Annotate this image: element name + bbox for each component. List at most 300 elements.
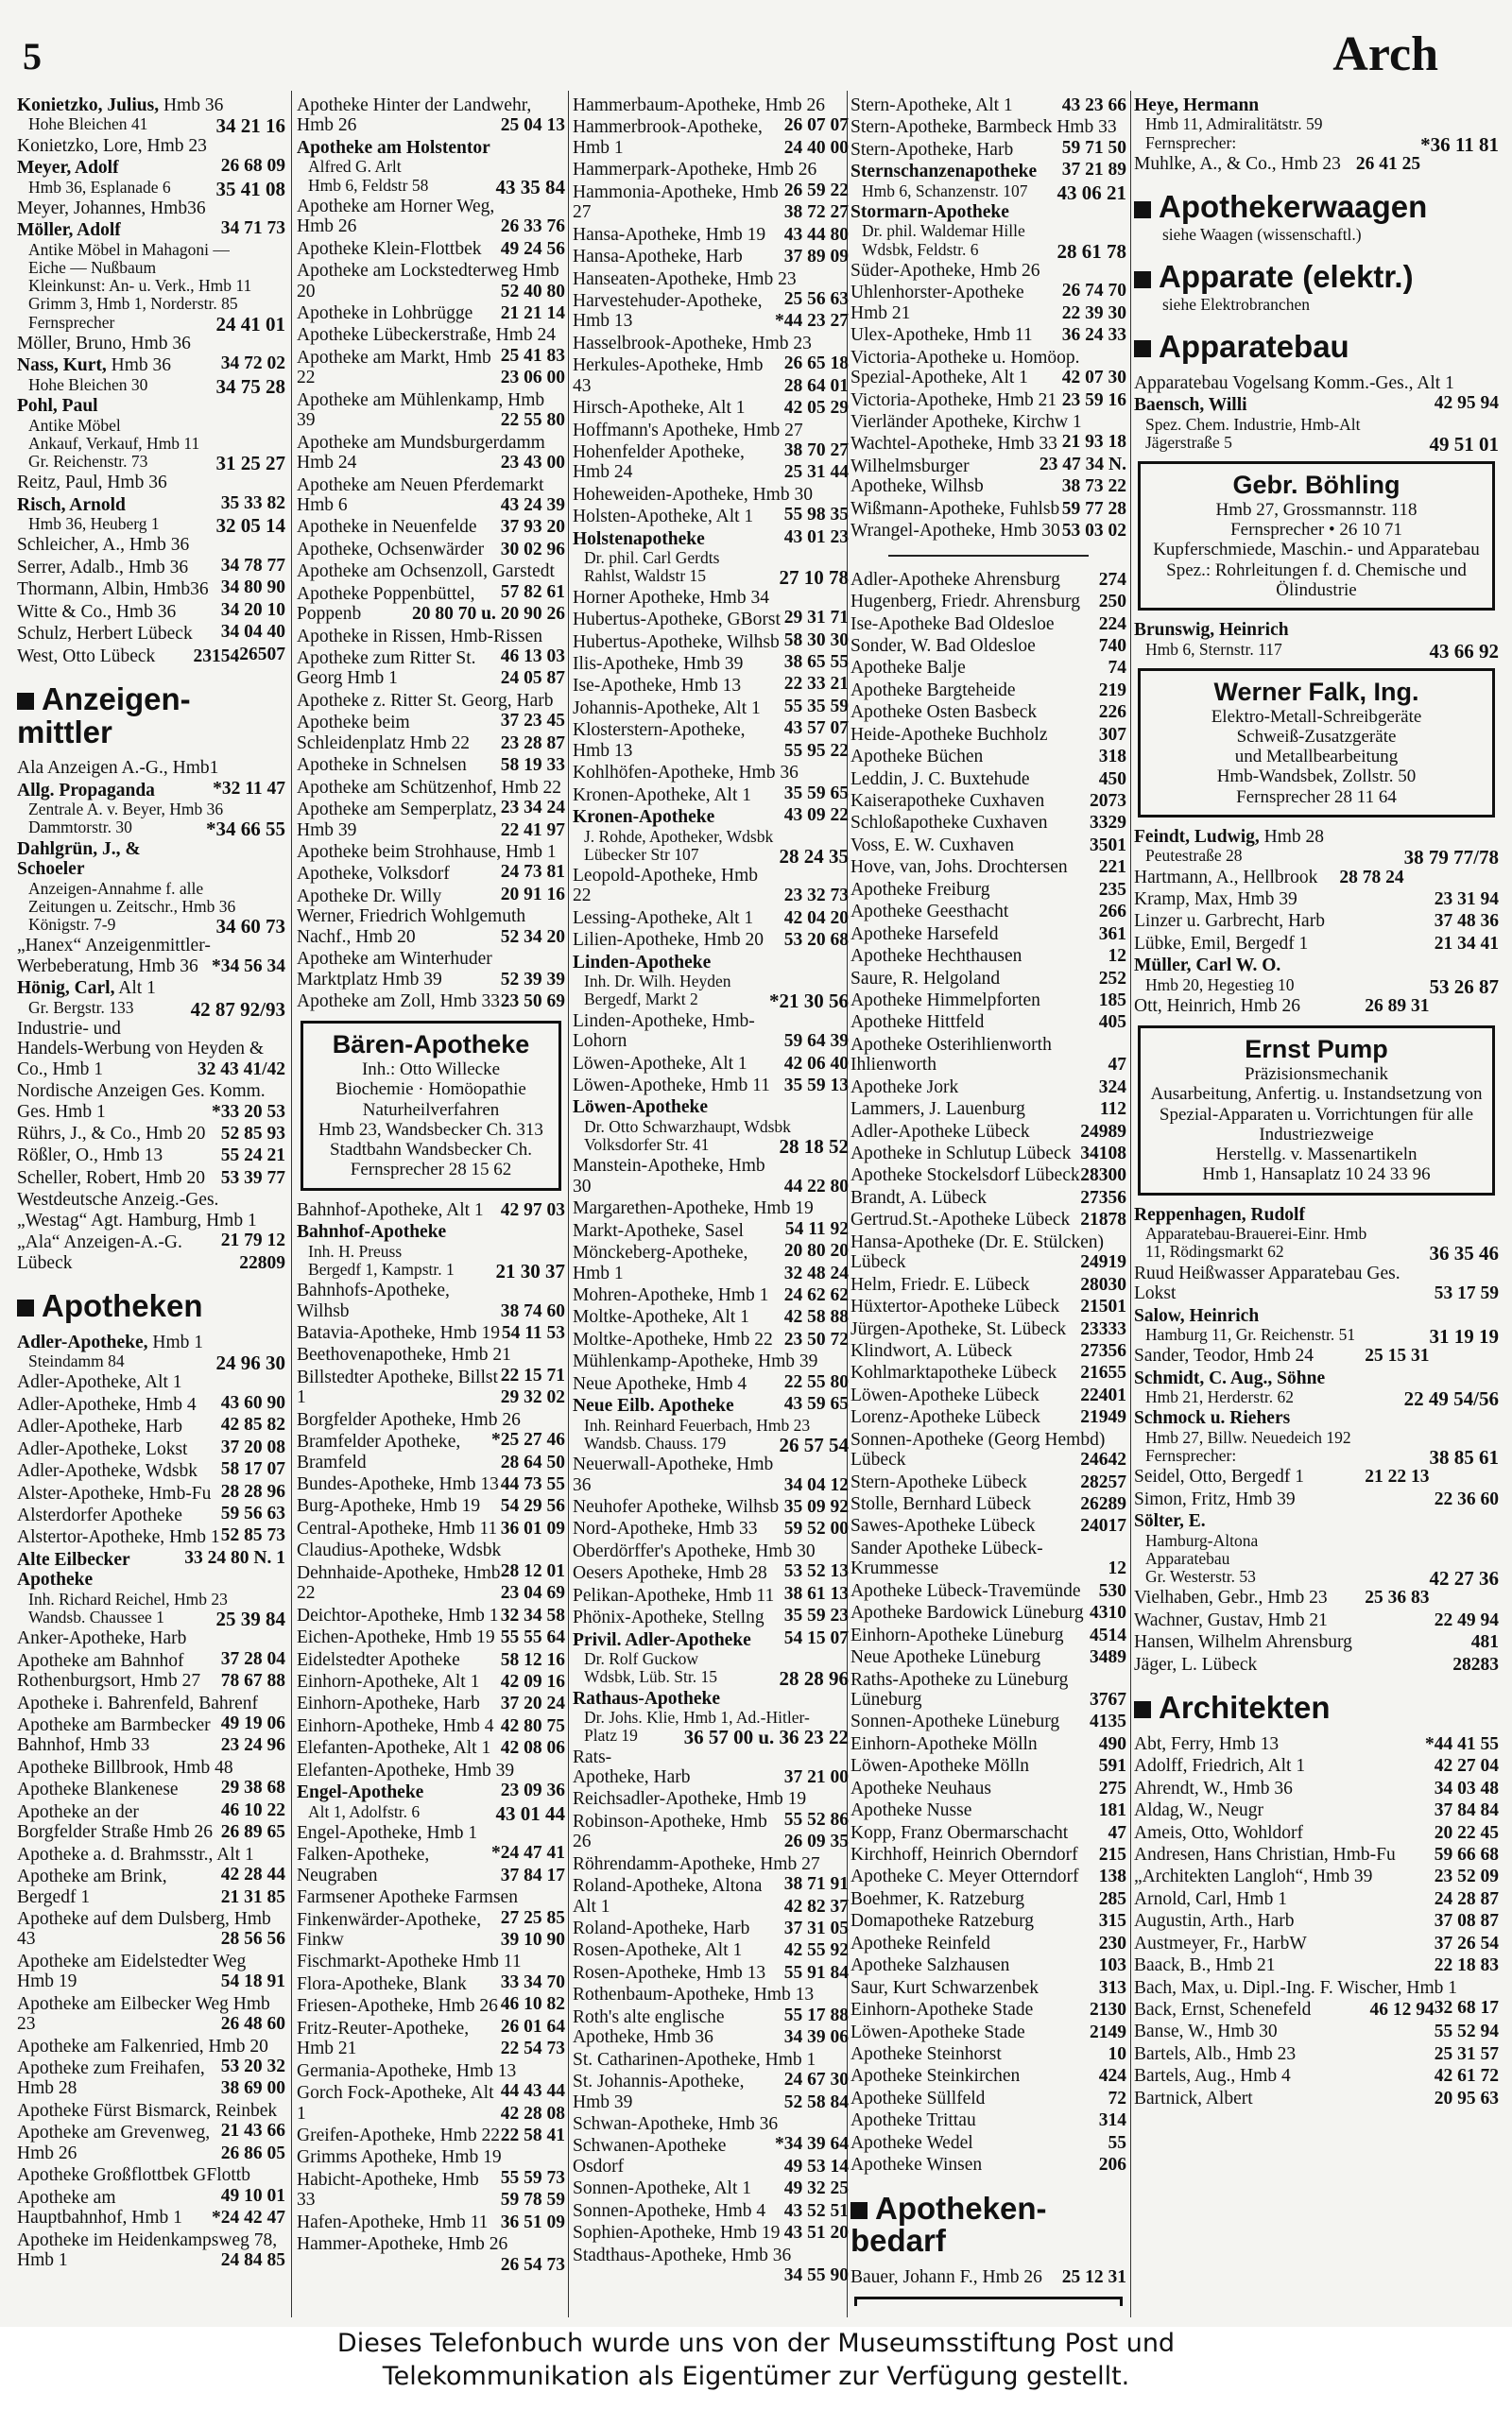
directory-entry: [850, 680, 1126, 700]
section-heading: [17, 683, 285, 749]
entry-line: [17, 1124, 285, 1144]
entry-text: [297, 1761, 514, 1781]
entry-phone: 55: [1108, 2132, 1126, 2153]
directory-entry: [17, 1145, 285, 1165]
entry-line: [850, 946, 1126, 966]
entry-phone: 23 24 96: [220, 1735, 285, 1756]
entry-text: [573, 1285, 768, 1305]
entry-phone: 53 03 02: [1061, 521, 1126, 542]
directory-entry: [573, 2201, 849, 2221]
entry-text: [17, 1124, 205, 1144]
entry-line: [1134, 1889, 1499, 1909]
column-4: [850, 95, 1126, 2306]
entry-address: Abt, Ferry, Hmb 13: [1134, 1733, 1280, 1754]
entry-text: [1134, 889, 1297, 909]
entry-line: [17, 978, 285, 998]
entry-phone: 28 64 01: [783, 375, 849, 396]
entry-address: West, Otto Lübeck: [17, 646, 156, 666]
directory-entry: [297, 475, 565, 516]
entry-address: Apotheke zum Ritter St. Georg Hmb 1: [297, 648, 476, 689]
entry-line: [573, 1054, 849, 1074]
entry-text: [297, 1432, 460, 1472]
directory-entry: [297, 2212, 565, 2232]
entry-line: [573, 2178, 849, 2198]
entry-address: Schulz, Herbert Lübeck: [17, 624, 193, 645]
entry-phone: 314: [1098, 2110, 1126, 2131]
entry-text: [573, 807, 714, 827]
directory-entry: [17, 1844, 285, 1885]
entry-text: [850, 902, 1008, 921]
entry-text: [297, 627, 542, 646]
directory-entry: [850, 390, 1126, 410]
entry-address: Uhlenhorster-Apotheke Hmb 21: [850, 283, 1024, 323]
directory-entry: [573, 95, 849, 136]
entry-address: Baack, B., Hmb 21: [1134, 1955, 1276, 1976]
entry-subline-text: Wdsbk, Lüb. Str. 15: [584, 1667, 717, 1687]
entry-line: [573, 160, 849, 200]
directory-entry: [850, 1603, 1126, 1623]
entry-text: [17, 2058, 205, 2098]
directory-entry: [850, 1077, 1126, 1097]
entry-name: Salow, Heinrich: [1134, 1305, 1260, 1326]
directory-entry: [297, 2126, 565, 2145]
entry-address: Seidel, Otto, Bergedf 1: [1134, 1467, 1304, 1488]
entry-line: [573, 2049, 849, 2091]
entry-name: Apotheke am Holstentor: [297, 137, 490, 158]
entry-line: [1134, 1955, 1499, 1975]
entry-text: [17, 473, 167, 492]
entry-address: Lorenz-Apotheke Lübeck: [850, 1407, 1040, 1428]
entry-text: [1134, 1889, 1287, 1909]
directory-entry: [573, 268, 849, 309]
entry-address: Herkules-Apotheke, Hmb 43: [573, 355, 764, 396]
section-divider: [888, 555, 1089, 557]
entry-line: [850, 1297, 1126, 1317]
entry-address: Apotheke am Schützenhof, Hmb 22: [297, 777, 561, 798]
entry-name: Feindt, Ludwig,: [1134, 826, 1260, 847]
entry-phone: 54 11 92: [784, 1218, 849, 1239]
entry-line: [297, 261, 565, 301]
directory-entry: [850, 813, 1126, 833]
entry-line: [1134, 1511, 1499, 1531]
directory-entry: [17, 1332, 285, 1375]
entry-name: Baensch, Willi: [1134, 395, 1247, 416]
entry-address: Ruud Heißwasser Apparatebau Ges. Lokst: [1134, 1263, 1400, 1304]
entry-line: [850, 1472, 1126, 1492]
entry-line: [850, 1800, 1126, 1820]
entry-line: [1134, 1346, 1499, 1366]
entry-text: [1134, 1955, 1275, 1975]
entry-address: Linzer u. Garbrecht, Harb: [1134, 911, 1325, 932]
entry-address: Alster-Apotheke, Hmb-Fu: [17, 1483, 212, 1504]
entry-phone: 24642: [1080, 1450, 1126, 1471]
entry-address: Saur, Kurt Schwarzenbek: [850, 1977, 1040, 1998]
directory-entry: [573, 1747, 849, 1788]
entry-text: [17, 1190, 257, 1230]
entry-line: [1134, 1911, 1499, 1931]
entry-text: [573, 2223, 780, 2243]
entry-text: [850, 1275, 1030, 1295]
entry-phone: 42 28 08: [500, 2103, 565, 2124]
entry-phone: 22 39 30: [1061, 302, 1126, 323]
entry-phone: 22 58 41: [500, 2125, 565, 2145]
entry-text: [17, 781, 155, 800]
entry-phone: 74: [1108, 658, 1126, 679]
entry-text: [573, 698, 761, 718]
entry-text: [297, 1368, 498, 1407]
directory-entry: [850, 1800, 1126, 1820]
entry-address: Grimms Apotheke, Hmb 19: [297, 2147, 502, 2168]
entry-line: [573, 420, 849, 460]
entry-text: [850, 1734, 1038, 1754]
entry-text: [850, 2133, 973, 2153]
directory-entry: [850, 1210, 1126, 1230]
directory-entry: [297, 1716, 565, 1736]
directory-entry: [850, 202, 1126, 263]
entry-address: Apotheke Winsen: [850, 2155, 983, 2176]
entry-phone: 42 07 30: [1061, 368, 1126, 388]
entry-subline-text: Lübecker Str 107: [584, 844, 699, 864]
entry-address: Apotheke am Eilbecker Weg Hmb 23: [17, 1993, 270, 2035]
entry-text: [297, 1887, 518, 1907]
entry-line: [850, 1867, 1126, 1886]
entry-phone: 38 69 00: [220, 2078, 285, 2099]
entry-phone: 52 58 84: [783, 2092, 849, 2112]
entry-phone: 42 55 92: [783, 1940, 849, 1961]
entry-text: [573, 485, 813, 505]
entry-line: [297, 991, 565, 1011]
entry-address: Bartels, Aug., Hmb 4: [1134, 2066, 1291, 2087]
directory-entry: [850, 791, 1126, 811]
entry-subline: [1134, 1242, 1499, 1265]
directory-entry: [850, 1341, 1126, 1361]
entry-line: [850, 990, 1126, 1010]
directory-entry: [850, 1889, 1126, 1909]
entry-text: [17, 1715, 211, 1755]
entry-address: Hohenfelder Apotheke, Hmb 24: [573, 442, 745, 483]
entry-text: [1134, 2000, 1311, 2020]
entry-address: Apotheke z. Ritter St. Georg, Harb: [297, 690, 554, 711]
entry-address: Apotheke am Barmbecker Bahnhof, Hmb 33: [17, 1715, 211, 1756]
entry-phone: 28 64 50: [500, 1452, 565, 1472]
entry-phone: 38 61 13: [783, 1583, 849, 1604]
entry-phone: 36 01 09: [500, 1518, 565, 1539]
directory-entry: [17, 2165, 285, 2206]
entry-text: [297, 778, 561, 798]
entry-address: Sonnen-Apotheke, Hmb 4: [573, 2200, 766, 2221]
entry-text: [850, 725, 1047, 745]
entry-phone: 34 60 73: [215, 915, 285, 938]
directory-entry: [297, 1738, 565, 1758]
entry-subline-text: Bergedf 1, Kampstr. 1: [308, 1259, 455, 1279]
entry-line: [297, 1672, 565, 1692]
entry-line: [573, 908, 849, 928]
entry-phone: 55 52 86: [783, 1809, 849, 1830]
entry-line: [297, 1541, 565, 1581]
directory-entry: [850, 969, 1126, 989]
entry-address: Apotheke Blankenese: [17, 1780, 179, 1800]
entry-phone: 138: [1098, 1867, 1126, 1887]
entry-line: [850, 499, 1126, 519]
section-title: Apotheken: [42, 1288, 203, 1324]
entry-line: [850, 1210, 1126, 1230]
entry-subline-text: Hmb 6, Feldstr 58: [308, 175, 429, 195]
entry-text: [573, 1011, 755, 1051]
directory-entry: [1134, 95, 1499, 156]
entry-text: [573, 1876, 762, 1916]
entry-address: Serrer, Adalb., Hmb 36: [17, 557, 189, 577]
entry-address: Falken-Apotheke, Neugraben: [297, 1845, 430, 1885]
directory-entry: [1134, 2066, 1499, 2086]
entry-line: [17, 1628, 285, 1669]
directory-entry: [1134, 889, 1499, 909]
directory-entry: [297, 1541, 565, 1581]
entry-address: Adler-Apotheke, Harb: [17, 1417, 183, 1437]
entry-address: Johannis-Apotheke, Alt 1: [573, 697, 761, 718]
entry-line: [1134, 955, 1499, 975]
entry-text: [1134, 868, 1317, 887]
entry-phone: 38 73 22: [1061, 476, 1126, 497]
entry-phone: 57 82 61: [500, 581, 565, 602]
entry-address: Neuerwall-Apotheke, Hmb 36: [573, 1455, 774, 1495]
entry-phone: 26507: [239, 644, 285, 664]
entry-subline: [17, 997, 285, 1021]
entry-text: [297, 2212, 488, 2232]
entry-text: [850, 769, 1030, 789]
entry-phone: 59 77 28: [1061, 498, 1126, 519]
entry-address: Alsterdorfer Apotheke: [17, 1506, 182, 1526]
entry-address: Greifen-Apotheke, Hmb 22: [297, 2125, 500, 2145]
entry-address: Apotheke Reinfeld: [850, 1933, 990, 1954]
entry-line: [850, 592, 1126, 611]
entry-text: [1134, 955, 1280, 975]
entry-phone: 36 24 33: [1061, 325, 1126, 346]
entry-phone: 22 33 21: [783, 674, 849, 695]
section-heading: [17, 1290, 285, 1323]
entry-name: Löwen-Apotheke: [573, 1097, 709, 1118]
entry-address: Rats-Apotheke, Harb: [573, 1747, 691, 1787]
entry-line: [1134, 2044, 1499, 2064]
entry-address: Hoheweiden-Apotheke, Hmb 30: [573, 484, 813, 505]
entry-address: Roland-Apotheke, Altona Alt 1: [573, 1876, 763, 1917]
entry-line: [17, 2165, 285, 2206]
entry-phone: 215: [1098, 1845, 1126, 1865]
entry-text: [17, 602, 176, 622]
entry-line: [850, 636, 1126, 656]
entry-phone: 31 25 27: [215, 452, 285, 474]
entry-address: Sonnen-Apotheke Lüneburg: [850, 1712, 1060, 1732]
entry-text: [850, 702, 1037, 722]
entry-phone: 59 71 50: [1061, 137, 1126, 158]
entry-line: [850, 1188, 1126, 1208]
entry-phone: 24 62 62: [783, 1285, 849, 1305]
entry-text: [1134, 373, 1454, 393]
entry-name: Linden-Apotheke: [573, 952, 712, 973]
entry-address: Gorch Fock-Apotheke, Alt 1: [297, 2083, 494, 2124]
entry-line: [850, 1845, 1126, 1865]
entry-subline-text: Zentrale A. v. Beyer, Hmb 36: [28, 800, 224, 819]
entry-line: [850, 1734, 1126, 1754]
directory-entry: [850, 1319, 1126, 1339]
entry-address: Muhlke, A., & Co., Hmb 23: [1134, 153, 1341, 174]
directory-entry: [850, 902, 1126, 921]
directory-entry: [850, 1845, 1126, 1865]
entry-address: Apotheke Jork: [850, 1076, 959, 1097]
entry-address: Apotheke Steinhorst: [850, 2043, 1002, 2064]
entry-line: [573, 1985, 849, 2025]
entry-address: Ise-Apotheke, Hmb 13: [573, 676, 742, 697]
entry-phone: 28 18 52: [779, 1135, 849, 1159]
entry-line: [297, 2060, 565, 2102]
entry-phone: 313: [1098, 1977, 1126, 1998]
entry-text: [850, 636, 1036, 656]
entry-address: Adler-Apotheke, Lokst: [17, 1438, 188, 1459]
entry-phone: 44 73 55: [500, 1474, 565, 1495]
entry-text: [297, 1974, 467, 1994]
entry-line: [850, 1823, 1126, 1843]
entry-address: Wrangel-Apotheke, Hmb 30: [850, 521, 1060, 542]
entry-text: [573, 1455, 773, 1494]
entry-text: [297, 1694, 480, 1713]
directory-entry: [850, 1779, 1126, 1799]
entry-text: [573, 1076, 770, 1095]
entry-phone: 52 34 20: [500, 926, 565, 947]
entry-address: Ise-Apotheke Bad Oldesloe: [850, 613, 1055, 634]
entry-text: [297, 1563, 501, 1603]
entry-address: Klindwort, A. Lübeck: [850, 1340, 1013, 1361]
page-title: Arch: [1332, 27, 1438, 81]
entry-address: Domapotheke Ratzeburg: [850, 1911, 1035, 1932]
entry-address: „Hanex“ Anzeigenmittler-Werbeberatung, Hmb 36: [17, 936, 211, 976]
directory-entry: [1134, 955, 1499, 998]
entry-address: Kramp, Max, Hmb 39: [1134, 889, 1297, 910]
entry-address: Simon, Fritz, Hmb 39: [1134, 1489, 1296, 1509]
entry-name: Konietzko, Julius,: [17, 95, 160, 115]
entry-text: [573, 269, 797, 289]
entry-text: [1134, 2089, 1253, 2109]
entry-line: [850, 1889, 1126, 1909]
directory-entry: [297, 1474, 565, 1494]
entry-phone: 29 32 02: [500, 1387, 565, 1408]
entry-address: Kaiserapotheke Cuxhaven: [850, 791, 1045, 811]
directory-entry: [850, 1188, 1126, 1208]
entry-subline-text: Steindamm 84: [28, 1351, 125, 1371]
entry-address: Adler-Apotheke Ahrensburg: [850, 569, 1060, 590]
entry-text: [297, 1782, 423, 1802]
entry-text: [573, 1812, 767, 1851]
entry-phone: 21878: [1080, 1210, 1126, 1231]
entry-subline-text: Dr. Johs. Klie, Hmb 1, Ad.-Hitler-: [584, 1708, 810, 1727]
entry-text: [573, 529, 705, 549]
entry-phone: 37 93 20: [500, 517, 565, 538]
directory-entry: [850, 725, 1126, 745]
entry-text: [850, 813, 1048, 833]
directory-entry: [573, 1455, 849, 1495]
entry-text: [297, 887, 525, 947]
directory-entry: [17, 2100, 285, 2142]
directory-entry: [297, 1822, 565, 1864]
ad-line: Spez.: Rohrleitungen f. d. Chemische und Ölindustrie: [1166, 559, 1467, 600]
entry-address: Horner Apotheke, Hmb 34: [573, 587, 769, 608]
entry-line: [850, 1756, 1126, 1776]
entry-subline: [573, 1118, 849, 1136]
entry-phone: 27356: [1080, 1340, 1126, 1361]
entry-text: [1134, 2044, 1296, 2064]
entry-text: [850, 2044, 1002, 2064]
entry-address: Apotheke am Ochsenzoll, Garstedt: [297, 561, 555, 582]
entry-address: Apotheke Osten Basbeck: [850, 702, 1038, 723]
entry-phone: *34 39 64: [775, 2134, 849, 2155]
entry-text: [850, 521, 1060, 541]
entry-address: Vierländer Apotheke, Kirchw 1: [850, 412, 1082, 432]
directory-entry: [573, 1853, 849, 1895]
entry-address: Kopp, Franz Obermarschacht: [850, 1822, 1069, 1843]
entry-address: Apotheke Großflottbek GFlottb: [17, 2165, 250, 2186]
entry-subline: [573, 1135, 849, 1159]
entry-subline: [17, 800, 285, 818]
entry-text: [850, 2155, 982, 2175]
entry-line: [573, 1307, 849, 1327]
entry-text: [850, 592, 1080, 611]
entry-phone: 591: [1098, 1756, 1126, 1777]
entry-line: [573, 247, 849, 267]
section-title: Architekten: [1159, 1690, 1331, 1726]
entry-name: Stormarn-Apotheke: [850, 202, 1009, 222]
entry-text: [297, 1845, 429, 1885]
entry-phone: 39 10 90: [500, 1930, 565, 1951]
entry-text: [850, 2110, 976, 2130]
entry-address: Apotheke in Neuenfelde: [297, 517, 477, 538]
entry-text: [850, 1165, 1080, 1185]
entry-phone: 35 59 13: [783, 1076, 849, 1095]
entry-phone: 59 64 39: [783, 1031, 849, 1052]
entry-address: Stern-Apotheke, Alt 1: [850, 95, 1013, 115]
directory-entry: [850, 1012, 1126, 1032]
entry-address: Apotheke Steinkirchen: [850, 2066, 1021, 2087]
ad-line: Präzisionsmechanik: [1245, 1064, 1388, 1085]
entry-phone: 55 52 94: [1434, 2022, 1499, 2042]
entry-phone: 31 19 19: [1429, 1324, 1499, 1348]
entry-phone: 26 41 25: [1355, 153, 1421, 174]
entry-text: [1134, 1911, 1295, 1931]
entry-phone: 46 12 94: [1369, 2000, 1435, 2020]
entry-phone: 28 24 35: [779, 844, 849, 868]
directory-entry: [297, 137, 565, 198]
entry-text: [17, 936, 211, 975]
ad-title: Ernst Pump: [1245, 1035, 1388, 1064]
column-5: [1134, 95, 1499, 2306]
entry-subline-text: Spez. Chem. Industrie, Hmb-Alt: [1145, 414, 1361, 434]
entry-phone: 38 71 91: [783, 1874, 849, 1895]
directory-entry: [297, 2060, 565, 2102]
entry-line: [573, 1519, 849, 1539]
entry-address: Hansen, Wilhelm Ahrensburg: [1134, 1632, 1352, 1653]
entry-phone: 34 03 48: [1434, 1778, 1499, 1799]
entry-phone: 23 04 69: [500, 1583, 565, 1604]
directory-entry: [573, 225, 849, 245]
entry-text: [297, 1410, 521, 1430]
directory-entry: [1134, 2022, 1499, 2041]
entry-text: [17, 1651, 200, 1691]
directory-entry: [297, 1496, 565, 1516]
entry-address: „Ala“ Anzeigen-A.-G. Lübeck: [17, 1232, 182, 1273]
entry-line: [297, 1822, 565, 1864]
directory-entry: [17, 838, 285, 938]
entry-phone: 43 06 21: [1057, 181, 1126, 204]
entry-text: [573, 117, 763, 157]
entry-address: St. Catharinen-Apotheke, Hmb 1: [573, 2049, 816, 2070]
entry-name: Meyer, Adolf: [17, 158, 119, 179]
